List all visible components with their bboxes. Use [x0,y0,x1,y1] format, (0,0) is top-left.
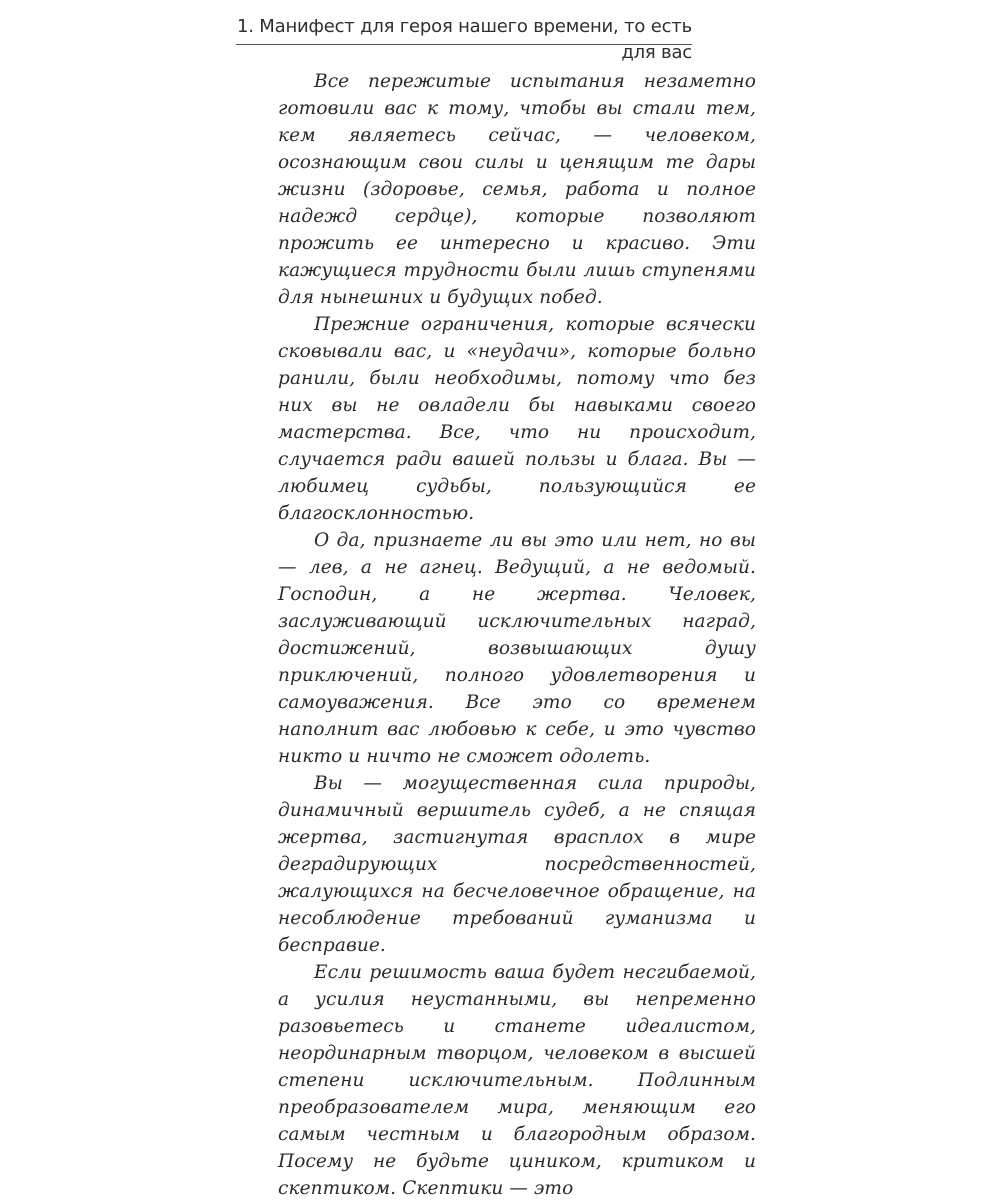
paragraph: Вы — могущественная сила природы, динамичный вершитель судеб, а не спящая жертва, застигнутая врасплох в мире деградирующих посредственностей, жалующихся на бесчеловечное обращение, на несоблюдение требований гуманизма и бесправие. [278,773,756,956]
running-header [236,14,692,63]
body-text [278,68,756,1199]
paragraph: О да, признаете ли вы это или нет, но вы — лев, а не агнец. Ведущий, а не ведомый. Господин, а не жертва. Человек, заслуживающий исключительных наград, достижений, возвышающих душу приключений, полного удовлетворения и самоуважения. Все это со временем наполнит вас любовью к себе, и это чувство никто и ничто не сможет одолеть. [278,530,756,767]
paragraph: Все пережитые испытания незаметно готовили вас к тому, чтобы вы стали тем, кем являетесь сейчас, — человеком, осознающим свои силы и ценящим те дары жизни (здоровье, семья, работа и полное надежд сердце), которые позволяют прожить ее интересно и красиво. Эти кажущиеся трудности были лишь ступенями для нынешних и будущих побед. [278,71,756,308]
paragraph: Если решимость ваша будет несгибаемой, а усилия неустанными, вы непременно разовьетесь и станете идеалистом, неординарным творцом, человеком в высшей степени исключительным. Подлинным преобразователем мира, меняющим его самым честным и благородным образом. Посему не будьте циником, критиком и скептиком. Скептики — это [278,962,756,1199]
running-header-title: 1. Манифест для героя нашего времени, то есть для вас [236,16,692,63]
paragraph: Прежние ограничения, которые всячески сковывали вас, и «неудачи», которые больно ранили, были необходимы, потому что без них вы не овладели бы навыками своего мастерства. Все, что ни происходит, случается ради вашей пользы и блага. Вы — любимец судьбы, пользующийся ее благосклонностью. [278,314,756,524]
